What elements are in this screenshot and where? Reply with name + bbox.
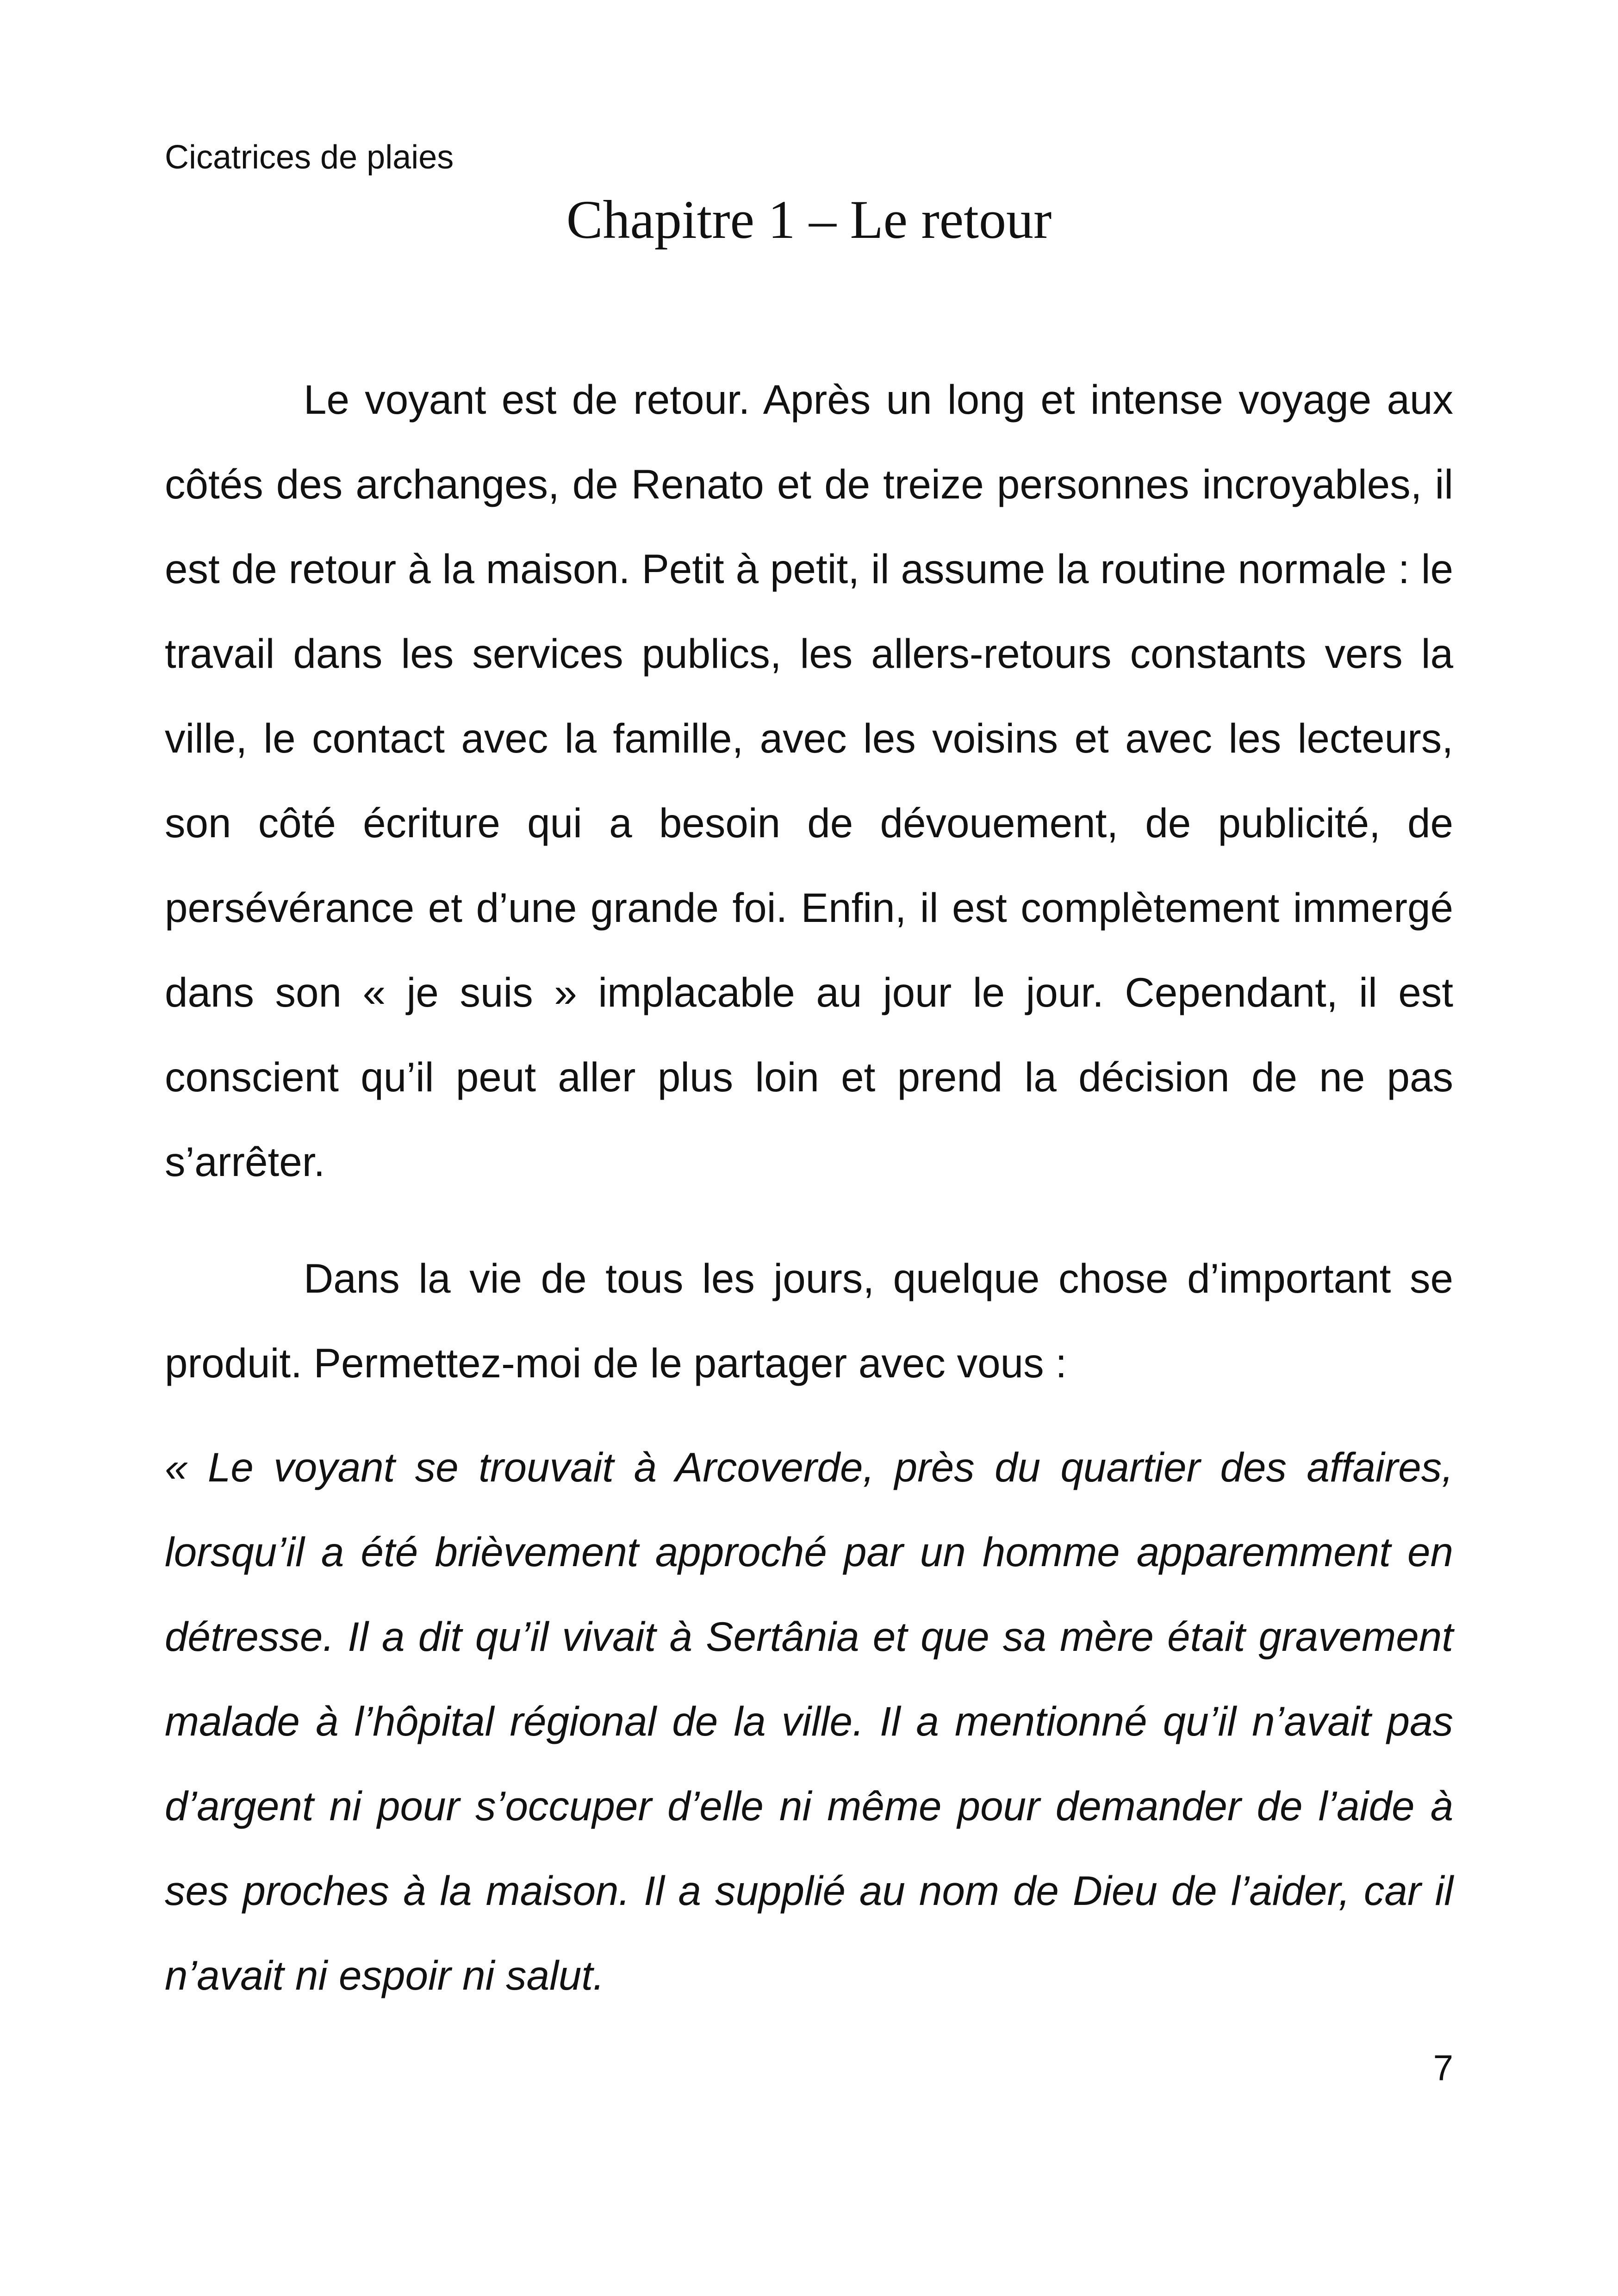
chapter-title: Chapitre 1 – Le retour <box>566 189 1052 250</box>
body-text <box>165 357 1453 2018</box>
paragraph-1: Le voyant est de retour. Après un long et intense voyage aux côtés des archanges, de Renato et de treize personnes incroyables, il est de retour à la maison. Petit à petit, il assume la routine normale : le travail dans les services publics, les allers-retours constants vers la ville, le contact avec la famille, avec les voisins et avec les lecteurs, son côté écriture qui a besoin de dévouement, de publicité, de persévérance et d’une grande foi. Enfin, il est complètement immergé dans son « je suis » implacable au jour le jour. Cependant, il est conscient qu’il peut aller plus loin et prend la décision de ne pas s’arrêter. <box>165 376 1453 1185</box>
paragraph-2: Dans la vie de tous les jours, quelque chose d’important se produit. Permettez-moi de le partager avec vous : <box>165 1255 1453 1386</box>
running-header: Cicatrices de plaies <box>165 139 454 176</box>
quoted-paragraph: « Le voyant se trouvait à Arcoverde, près du quartier des affaires, lorsqu’il a été brièvement approché par un homme apparemment en détresse. Il a dit qu’il vivait à Sertânia et que sa mère était gravement malade à l’hôpital régional de la ville. Il a mentionné qu’il n’avait pas d’argent ni pour s’occuper d’elle ni même pour demander de l’aide à ses proches à la maison. Il a supplié au nom de Dieu de l’aider, car il n’avait ni espoir ni salut. <box>165 1444 1453 1998</box>
page-number: 7 <box>1433 2047 1453 2088</box>
